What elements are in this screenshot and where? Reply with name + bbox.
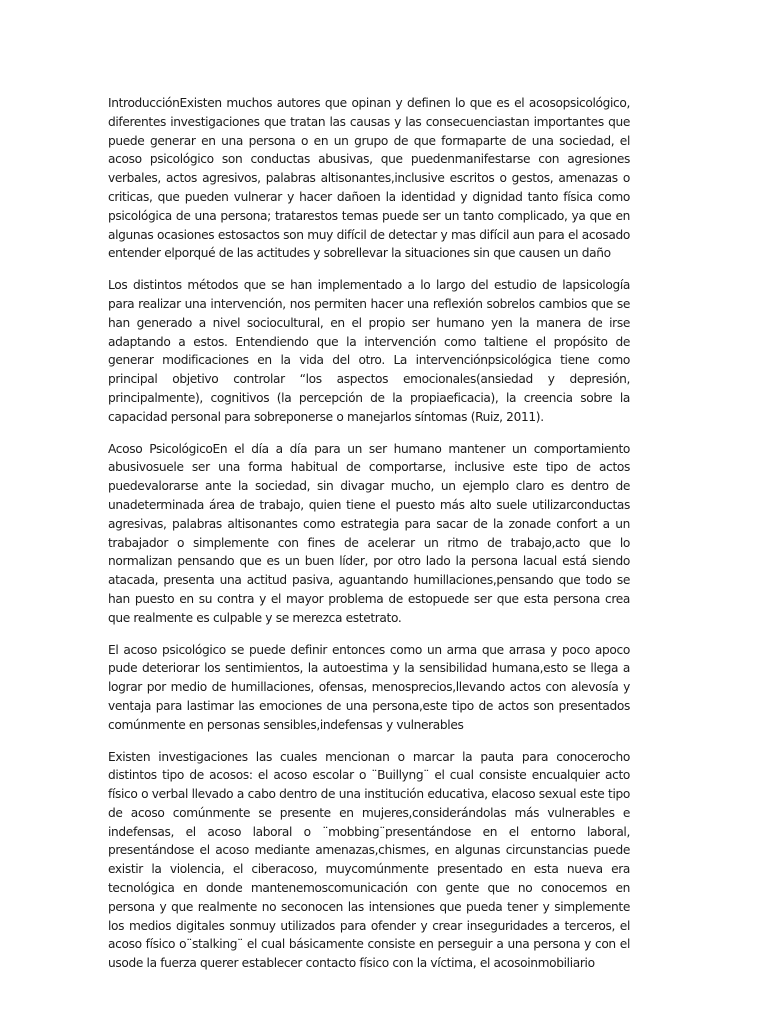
paragraph-metodos: Los distintos métodos que se han implementado a lo largo del estudio de lapsicología para realizar una intervención, nos permiten hacer una reflexión sobrelos cambios que se han generado a nivel sociocultural, en el propio ser humano yen la manera de irse adaptando a estos. Entendiendo que la intervención como taltiene el propósito de generar modificaciones en la vida del otro. La intervenciónpsicológica tiene como principal objetivo controlar “los aspectos emocionales(ansiedad y depresión, principalmente), cognitivos (la percepción de la propiaeficacia), la creencia sobre la capacidad personal para sobreponerse o manejarlos síntomas (Ruiz, 2011).: [108, 278, 630, 424]
paragraph-acoso-psicologico: Acoso PsicológicoEn el día a día para un ser humano mantener un comportamiento abusivosuele ser una forma habitual de comportarse, inclusive este tipo de actos puedevalorarse ante la sociedad, sin divagar mucho, un ejemplo claro es dentro de unadeterminada área de trabajo, quien tiene el puesto más alto suele utilizarconductas agresivas, palabras altisonantes como estrategia para sacar de la zonade confort a un trabajador o simplemente con fines de acelerar un ritmo de trabajo,acto que lo normalizan pensando que es un buen líder, por otro lado la persona lacual está siendo atacada, presenta una actitud pasiva, aguantando humillaciones,pensando que todo se han puesto en su contra y el mayor problema de estopuede ser que esta persona crea que realmente es culpable y se merezca estetrato.: [108, 441, 630, 625]
paragraph-tipos-de-acoso: Existen investigaciones las cuales mencionan o marcar la pauta para conocerocho distintos tipo de acosos: el acoso escolar o ¨Buillyng¨ el cual consiste encualquier acto físico o verbal llevado a cabo dentro de una institución educativa, elacoso sexual este tipo de acoso comúnmente se presente en mujeres,considerándolas más vulnerables e indefensas, el acoso laboral o ¨mobbing¨presentándose en el entorno laboral, presentándose el acoso mediante amenazas,chismes, en algunas circunstancias puede existir la violencia, el ciberacoso, muycomúnmente presentado en esta nueva era tecnológica en donde mantenemoscomunicación con gente que no conocemos en persona y que realmente no seconocen las intensiones que pueda tener y simplemente los medios digitales sonmuy utilizados para ofender y crear inseguridades a terceros, el acoso físico o¨stalking¨ el cual básicamente consiste en perseguir a una persona y con el usode la fuerza querer establecer contacto físico con la víctima, el acosoinmobiliario: [108, 749, 630, 971]
paragraph-definicion: El acoso psicológico se puede definir entonces como un arma que arrasa y poco apoco pude deteriorar los sentimientos, la autoestima y la sensibilidad humana,esto se llega a lograr por medio de humillaciones, ofensas, menosprecios,llevando actos con alevosía y ventaja para lastimar las emociones de una persona,este tipo de actos son presentados comúnmente en personas sensibles,indefensas y vulnerables: [108, 642, 630, 732]
paragraph-introduccion: IntroducciónExisten muchos autores que opinan y definen lo que es el acosopsicológico, diferentes investigaciones que tratan las causas y las consecuenciastan importantes que puede generar en una persona o en un grupo de que formaparte de una sociedad, el acoso psicológico son conductas abusivas, que puedenmanifestarse con agresiones verbales, actos agresivos, palabras altisonantes,inclusive escritos o gestos, amenazas o criticas, que pueden vulnerar y hacer dañoen la identidad y dignidad tanto física como psicológica de una persona; tratarestos temas puede ser un tanto complicado, ya que en algunas ocasiones estosactos son muy difícil de detectar y mas difícil aun para el acosado entender elporqué de las actitudes y sobrellevar la situaciones sin que causen un daño: [108, 96, 630, 261]
document-body: [108, 94, 630, 986]
